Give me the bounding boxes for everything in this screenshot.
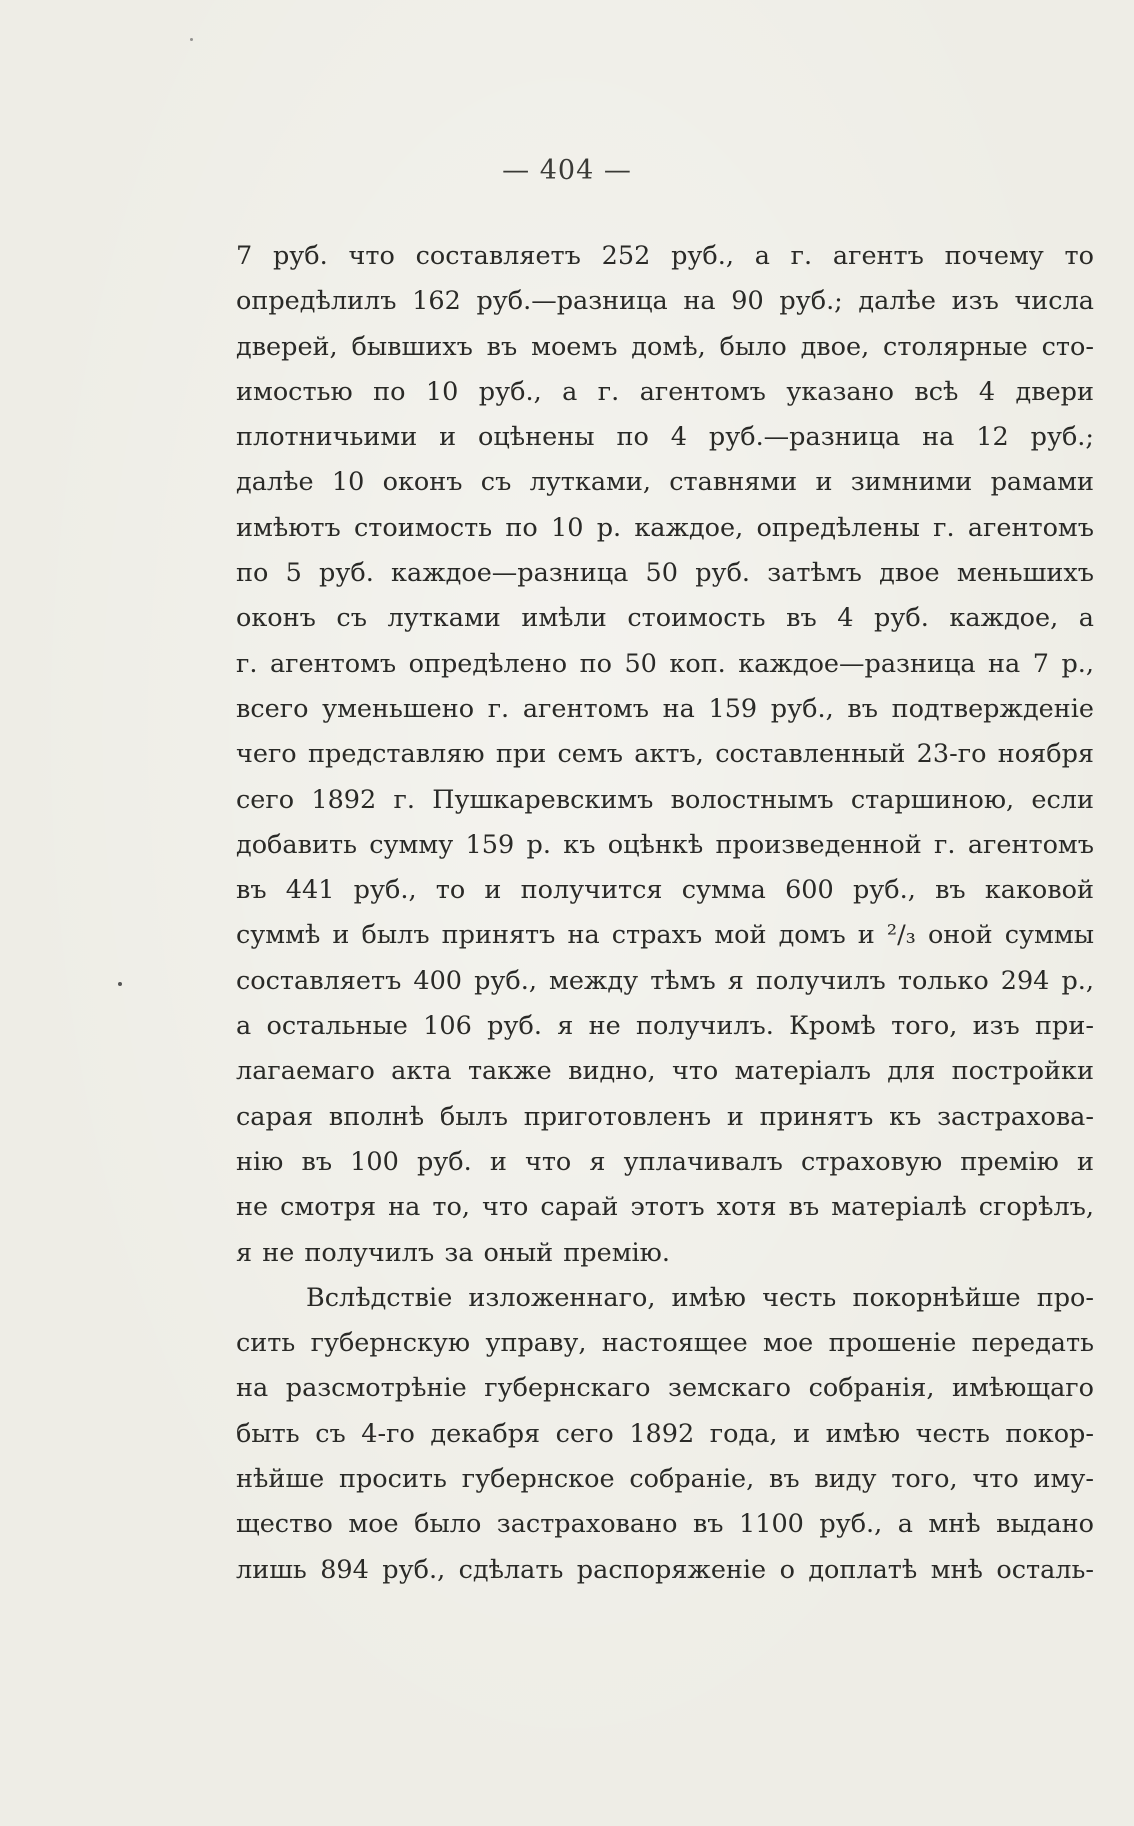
paragraph-start-line: Вслѣдствіе изложеннаго, имѣю честь покорнѣйше про- [306, 1282, 1094, 1313]
text-line: плотничьими и оцѣнены по 4 руб.—разница на 12 руб.; [236, 422, 1094, 453]
text-line: 7 руб. что составляетъ 252 руб., а г. агентъ почему то [236, 241, 1094, 271]
text-line: не смотря на то, что сарай этотъ хотя въ матеріалѣ сгорѣлъ, [236, 1192, 1094, 1223]
text-line: имостью по 10 руб., а г. агентомъ указано всѣ 4 двери [236, 376, 1094, 407]
text-line: составляетъ 400 руб., между тѣмъ я получилъ только 294 р., [236, 965, 1094, 996]
text-line: далѣе 10 оконъ съ лутками, ставнями и зимними рамами [236, 467, 1094, 498]
text-line: г. агентомъ опредѣлено по 50 коп. каждое—разница на 7 р., [236, 648, 1094, 679]
page-number: — 404 — [502, 155, 632, 186]
text-line: на разсмотрѣніе губернскаго земскаго собранія, имѣющаго [236, 1373, 1094, 1404]
text-line: по 5 руб. каждое—разница 50 руб. затѣмъ двое меньшихъ [236, 558, 1094, 589]
body-text [236, 234, 1094, 1593]
text-line: сего 1892 г. Пушкаревскимъ волостнымъ старшиною, если [236, 784, 1094, 815]
text-line: сить губернскую управу, настоящее мое прошеніе передать [236, 1328, 1094, 1359]
text-line: добавить сумму 159 р. къ оцѣнкѣ произведенной г. агентомъ [236, 829, 1094, 860]
text-line: а остальные 106 руб. я не получилъ. Кромѣ того, изъ при- [236, 1011, 1094, 1042]
text-line: лагаемаго акта также видно, что матеріалъ для постройки [236, 1056, 1094, 1087]
text-line: суммѣ и былъ принятъ на страхъ мой домъ и ²/₃ оной суммы [236, 920, 1094, 951]
paper-speck [190, 38, 193, 41]
text-line: въ 441 руб., то и получится сумма 600 руб., въ каковой [236, 875, 1094, 906]
text-line: сарая вполнѣ былъ приготовленъ и принятъ къ застрахова- [236, 1101, 1094, 1132]
text-line: имѣютъ стоимость по 10 р. каждое, опредѣлены г. агентомъ [236, 512, 1094, 543]
paragraph-end-line: я не получилъ за оный премію. [236, 1237, 670, 1268]
text-line: оконъ съ лутками имѣли стоимость въ 4 руб. каждое, а [236, 603, 1094, 634]
text-line: нѣйше просить губернское собраніе, въ виду того, что иму- [236, 1464, 1094, 1495]
text-line: чего представляю при семъ актъ, составленный 23-го ноября [236, 739, 1094, 770]
text-line: быть съ 4-го декабря сего 1892 года, и имѣю честь покор- [236, 1418, 1094, 1449]
text-line: нію въ 100 руб. и что я уплачивалъ страховую премію и [236, 1146, 1094, 1177]
text-line: лишь 894 руб., сдѣлать распоряженіе о доплатѣ мнѣ осталь- [236, 1554, 1094, 1585]
text-line: щество мое было застраховано въ 1100 руб., а мнѣ выдано [236, 1509, 1094, 1540]
paper-speck [118, 982, 122, 986]
text-line: опредѣлилъ 162 руб.—разница на 90 руб.; далѣе изъ числа [236, 286, 1094, 317]
text-line: дверей, бывшихъ въ моемъ домѣ, было двое, столярные сто- [236, 331, 1094, 362]
text-line: всего уменьшено г. агентомъ на 159 руб., въ подтвержденіе [236, 693, 1094, 724]
